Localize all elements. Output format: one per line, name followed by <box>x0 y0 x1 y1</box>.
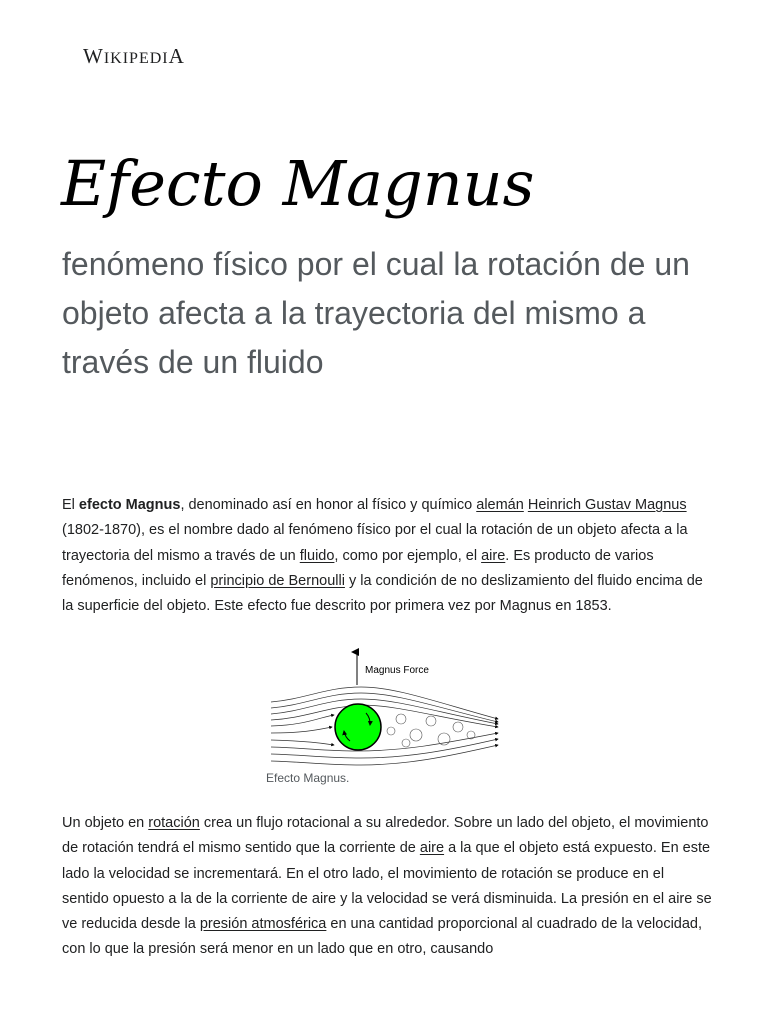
link-heinrich-gustav-magnus[interactable]: Heinrich Gustav Magnus <box>527 497 687 513</box>
spinning-ball <box>335 704 381 750</box>
page-description: fenómeno físico por el cual la rotación de un objeto afecta a la trayectoria del mismo a través de un fluido <box>62 246 690 380</box>
logo-letter-last: A <box>168 44 185 68</box>
text-span: (1802-1870), es el nombre dado al fenómeno físico por el cual la rotación de un objeto afecta a la trayectoria del mismo a través de un <box>62 522 688 564</box>
text-span: a la que el objeto está expuesto. En este lado la velocidad se incrementará. En el otro lado, el movimiento de rotación se produce en el sentido opuesto a la de la corriente de aire y la velocidad se verá disminuida. La presión en el aire se ve reducida desde la <box>62 840 712 933</box>
text-span: crea un flujo rotacional a su alrededor. Sobre un lado del objeto, el movimiento de rotación tendrá el mismo sentido que la corriente de <box>62 815 709 857</box>
logo-letter-first: W <box>83 44 104 68</box>
link-principio-de-bernoulli[interactable]: principio de Bernoulli <box>210 572 345 589</box>
link-aleman[interactable]: alemán <box>476 497 524 513</box>
link-aire[interactable]: aire <box>419 840 445 857</box>
bold-term: efecto Magnus <box>78 497 181 513</box>
force-label: Magnus Force <box>365 665 429 676</box>
link-fluido[interactable]: fluido <box>299 547 335 564</box>
logo-letters-mid: IKIPEDI <box>103 50 169 67</box>
paragraph-intro <box>62 493 712 619</box>
page-title: Efecto Magnus <box>61 147 535 220</box>
figure-caption: Efecto Magnus. <box>266 771 350 785</box>
wake-vortices <box>387 714 475 747</box>
text-span: , como por ejemplo, el <box>334 547 482 564</box>
text-span: y la condición de no deslizamiento del fluido encima de la superficie del objeto. Este efecto fue descrito por primera vez por Magnus en 1853. <box>62 572 703 615</box>
text-span: . Es producto de varios fenómenos, incluido el <box>62 547 654 589</box>
link-rotacion[interactable]: rotación <box>148 815 200 831</box>
link-aire[interactable]: aire <box>481 547 506 564</box>
text-span: en una cantidad proporcional al cuadrado de la velocidad, con lo que la presión será menor en un lado que en otro, causando <box>62 916 703 958</box>
text-span: Un objeto en <box>62 815 149 831</box>
wikipedia-logo[interactable] <box>83 44 185 69</box>
text-span: El <box>62 497 79 513</box>
link-presion-atmosferica[interactable]: presión atmosférica <box>199 916 327 933</box>
paragraph-explanation <box>62 811 712 963</box>
streamlines <box>271 687 498 765</box>
text-span: , denominado así en honor al físico y químico <box>180 497 477 513</box>
magnus-effect-figure[interactable] <box>266 647 506 789</box>
magnus-effect-diagram <box>266 647 506 772</box>
